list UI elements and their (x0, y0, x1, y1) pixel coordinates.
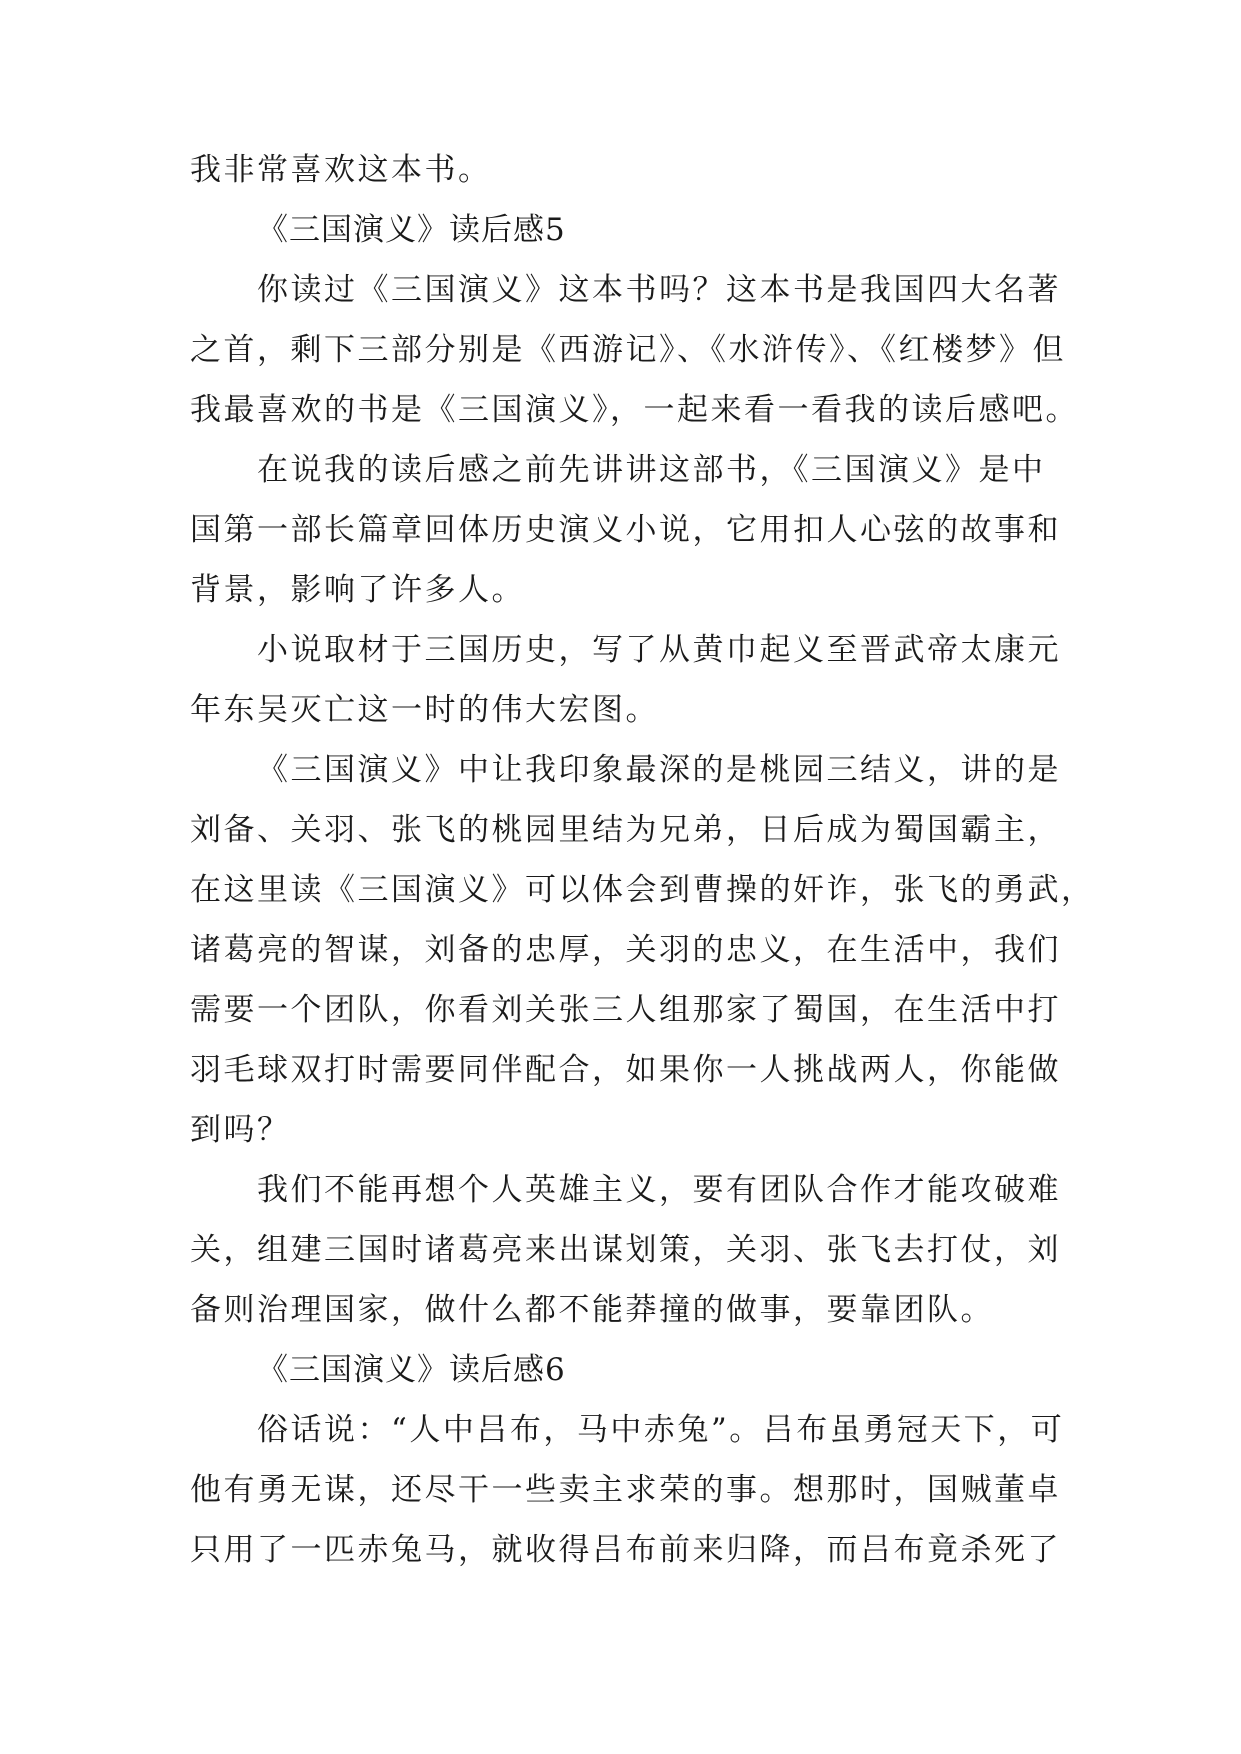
paragraph-line: 小说取材于三国历史，写了从黄巾起义至晋武帝太康元 (257, 632, 1061, 668)
paragraph-line: 在这里读《三国演义》可以体会到曹操的奸诈，张飞的勇武， (190, 872, 1095, 908)
paragraph-line: 关，组建三国时诸葛亮来出谋划策，关羽、张飞去打仗，刘 (190, 1232, 1061, 1268)
paragraph-line: 羽毛球双打时需要同伴配合，如果你一人挑战两人，你能做 (190, 1052, 1061, 1088)
paragraph-line: 年东吴灭亡这一时的伟大宏图。 (190, 692, 659, 728)
paragraph-line: 在说我的读后感之前先讲讲这部书，《三国演义》是中 (257, 452, 1046, 488)
paragraph-line: 诸葛亮的智谋，刘备的忠厚，关羽的忠义，在生活中，我们 (190, 932, 1061, 968)
paragraph-line: 国第一部长篇章回体历史演义小说，它用扣人心弦的故事和 (190, 512, 1061, 548)
paragraph-line: 我最喜欢的书是《三国演义》，一起来看一看我的读后感吧。 (190, 392, 1079, 428)
paragraph-line: 俗话说：“人中吕布，马中赤兔”。吕布虽勇冠天下，可 (257, 1412, 1065, 1448)
paragraph-line: 你读过《三国演义》这本书吗？这本书是我国四大名著 (257, 272, 1061, 308)
paragraph-line: 我们不能再想个人英雄主义，要有团队合作才能攻破难 (257, 1172, 1061, 1208)
paragraph-line: 刘备、关羽、张飞的桃园里结为兄弟，日后成为蜀国霸主， (190, 812, 1061, 848)
paragraph-line: 《三国演义》中让我印象最深的是桃园三结义，讲的是 (257, 752, 1061, 788)
paragraph-line: 背景，影响了许多人。 (190, 572, 525, 608)
paragraph-line: 他有勇无谋，还尽干一些卖主求荣的事。想那时，国贼董卓 (190, 1472, 1061, 1508)
paragraph-line: 备则治理国家，做什么都不能莽撞的做事，要靠团队。 (190, 1292, 994, 1328)
paragraph-line: 只用了一匹赤兔马，就收得吕布前来归降，而吕布竟杀死了 (190, 1532, 1061, 1568)
paragraph-line: 我非常喜欢这本书。 (190, 152, 492, 188)
paragraph-line: 需要一个团队，你看刘关张三人组那家了蜀国，在生活中打 (190, 992, 1061, 1028)
paragraph-line: 之首，剩下三部分别是《西游记》、《水浒传》、《红楼梦》但 (190, 332, 1066, 368)
paragraph-line: 到吗？ (190, 1112, 291, 1148)
section-title: 《三国演义》读后感6 (257, 1352, 566, 1388)
section-title: 《三国演义》读后感5 (257, 212, 566, 248)
